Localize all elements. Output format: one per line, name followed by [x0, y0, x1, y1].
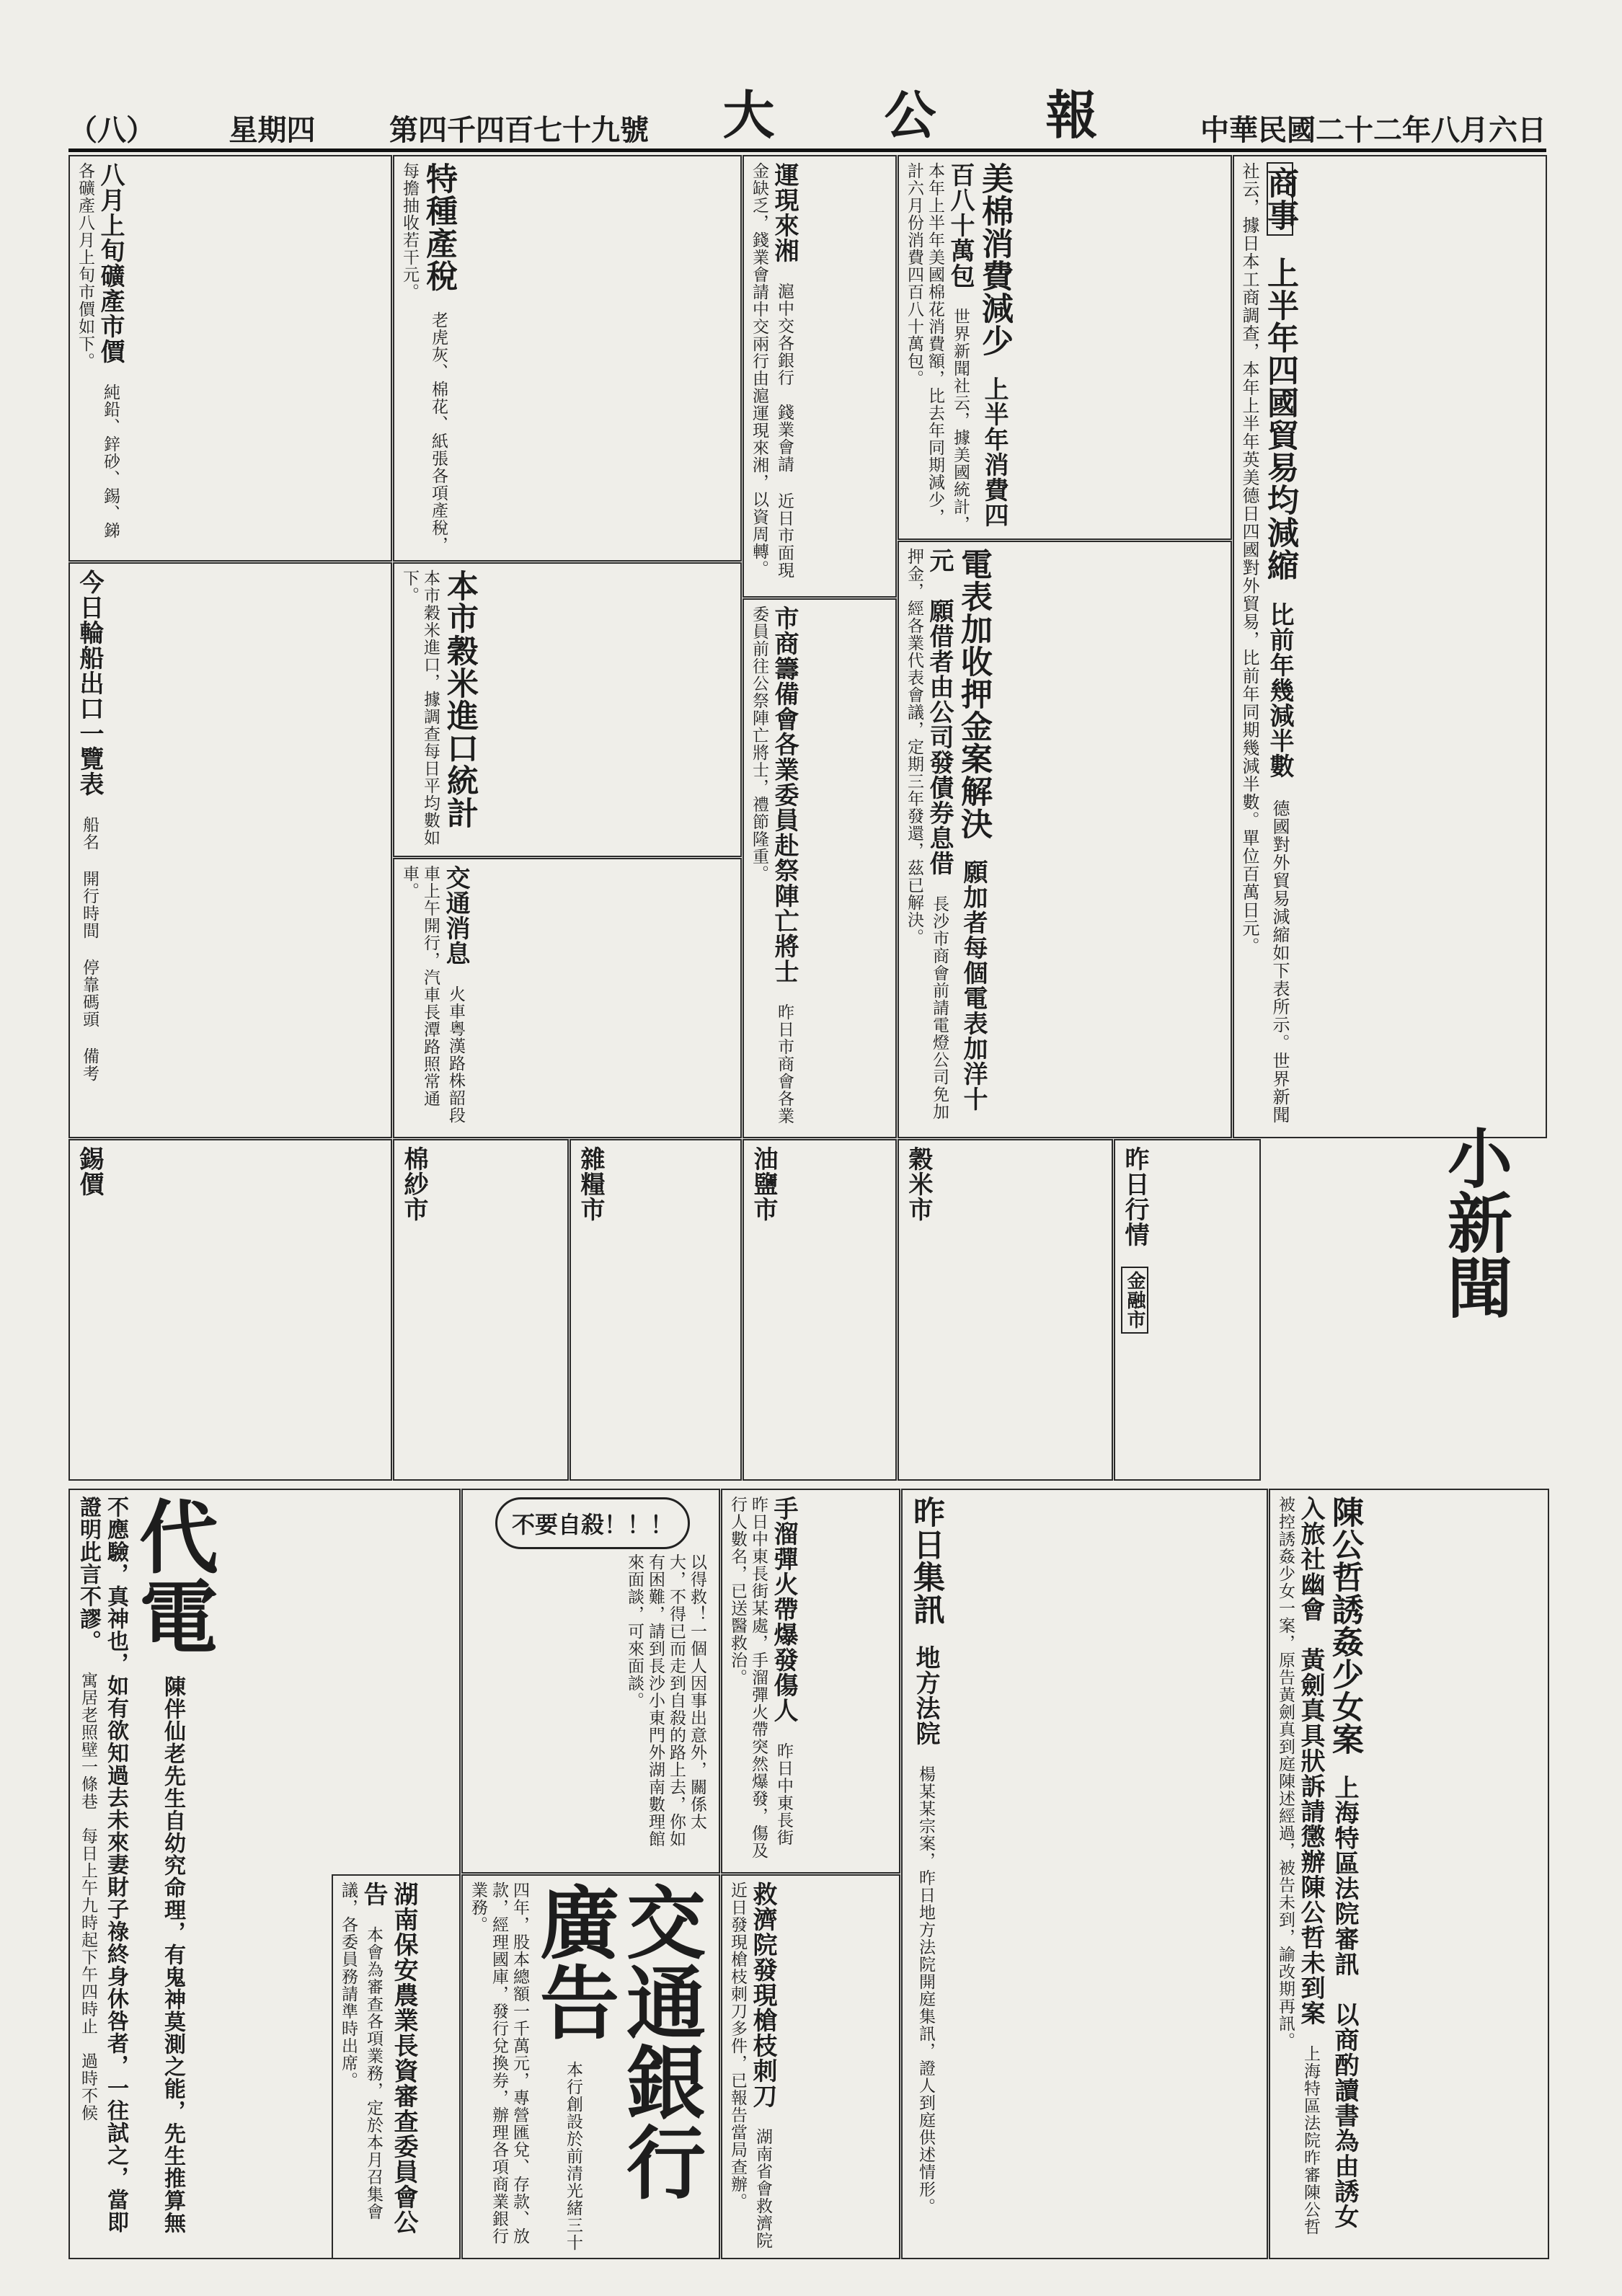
market-oil-block	[743, 1139, 897, 1481]
clinic-title: 代電	[126, 1496, 219, 1656]
market-gold: 金融市	[1121, 1267, 1148, 1334]
section-court	[1269, 1489, 1549, 2259]
ad-suicide	[461, 1489, 720, 1874]
special-tax-body: 老虎灰、棉花、紙張各項產稅，每擔抽收若干元。	[400, 162, 448, 554]
market-metal: 錫價	[75, 1146, 104, 1197]
masthead-paper-name: 大 公 報	[722, 84, 1127, 146]
cotton-title: 美棉消費減少	[976, 162, 1013, 357]
rice-title: 本市穀米進口統計	[441, 569, 478, 829]
masthead	[68, 84, 1546, 152]
masthead-issue: 第四千四百七十九號	[389, 113, 649, 147]
section-money	[743, 155, 897, 598]
court-body: 上海特區法院昨審陳公哲被控誘姦少女一案，原告黃劍真到庭陳述經過，被告未到，諭改期再訊。	[1276, 1496, 1320, 2235]
ad-insurance	[332, 1874, 461, 2259]
tax-case-subtitle: 願加者每個電表加洋十元 願借者由公司發債券息借	[925, 548, 988, 1112]
section-funeral	[743, 598, 897, 1138]
markets-label: 昨日行情	[1120, 1146, 1149, 1247]
suicide-bubble: 不要自殺！！！	[495, 1497, 690, 1549]
tax-case-body: 長沙市商會前請電燈公司免加押金，經各業代表會議，定期三年發還，茲已解決。	[905, 548, 949, 1120]
relief-body: 湖南省會救濟院近日發現槍枝刺刀多件，已報告當局查辦。	[728, 1881, 772, 2249]
money-title: 運現來湘	[770, 162, 799, 263]
funeral-body: 昨日市商會各業委員前往公祭陣亡將士，禮節隆重。	[750, 606, 794, 1125]
mineral-title: 八月上旬礦產市價	[96, 162, 125, 364]
local-court-subtitle: 地方法院	[911, 1645, 940, 1746]
section-rice	[393, 562, 742, 857]
fire-body: 昨日中東長街某處，手溜彈火帶突然爆發，傷及行人數名，已送醫救治。	[728, 1496, 768, 1859]
clinic-body: 陳伴仙老先生自幼究命理，有鬼神莫測之能，先生推算無不應驗，真神也，如有欲知過去未來妻財子祿終身休咎者，一往試之，當即證明此言不謬。	[76, 1496, 185, 2234]
market-rice-block	[898, 1139, 1113, 1481]
small-news-label: 小新聞	[1436, 1125, 1512, 1319]
trade-title: 上半年四國貿易均減縮	[1262, 257, 1298, 581]
clinic-note: 寓居老照壁一條巷 每日上午九時起下午四時止 過時不候	[79, 1672, 97, 2122]
masthead-page-number: （八）	[68, 113, 155, 147]
section-relief	[721, 1874, 900, 2259]
money-body: 近日市面現金缺乏，錢業會請中交兩行由滬運現來湘，以資周轉。	[750, 162, 794, 579]
bank-title: 交通銀行廣告	[527, 1881, 706, 2202]
section-special-tax	[393, 155, 742, 562]
fire-subtitle: 昨日中東長街	[774, 1742, 793, 1846]
masthead-date: 中華民國二十二年八月六日	[1200, 113, 1546, 147]
cotton-subtitle: 上半年消費四百八十萬包	[946, 162, 1009, 528]
court-subtitle: 上海特區法院審訊 以商酌讀書為由誘女入旅社幽會 黃劍真具狀訴請懲辦陳公哲未到案	[1296, 1496, 1359, 2229]
section-traffic	[393, 858, 742, 1138]
mineral-body: 純鉛、鋅砂、錫、銻各礦產八月上旬市價如下。	[76, 162, 120, 539]
schedule-title: 今日輪船出口一覽表	[75, 569, 104, 797]
traffic-body: 火車粵漢路株韶段車上午開行，汽車長潭路照常通車。	[400, 865, 465, 1124]
trade-body: 德國對外貿易減縮如下表所示。世界新聞社云，據日本工商調查，本年上半年英美德日四國對外貿易，比前年同期幾減半數。單位百萬日元。	[1239, 162, 1290, 1124]
fire-title: 手溜彈火帶爆發傷人	[769, 1496, 798, 1723]
special-tax-title: 特種產稅	[420, 162, 457, 292]
market-misc-block	[570, 1139, 742, 1481]
suicide-body: 以得救！一個人因事出意外，關係太大，不得已而走到自殺的路上去，你如有困難，請到長沙小東門外湖南數理館來面談，可來面談。	[625, 1553, 706, 1848]
section-tax-case	[898, 541, 1232, 1138]
local-court-title: 昨日集訊	[908, 1496, 944, 1626]
market-oil: 油鹽市	[749, 1146, 778, 1222]
section-trade	[1233, 155, 1547, 1138]
market-cotton-block	[393, 1139, 569, 1481]
section-cotton	[898, 155, 1232, 540]
cotton-body: 世界新聞社云，據美國統計，本年上半年美國棉花消費額，比去年同期減少，計六月份消費四百八十萬包。	[905, 162, 970, 533]
court-title: 陳公哲誘姦少女案	[1326, 1496, 1363, 1755]
section-mineral	[68, 155, 392, 562]
funeral-title: 市商籌備會各業委員赴祭陣亡將士	[770, 606, 799, 984]
relief-title: 救濟院發現槍枝刺刀	[748, 1881, 777, 2109]
tax-case-title: 電表加收押金案解決	[955, 548, 992, 840]
schedule-col-dock: 停靠碼頭	[80, 959, 99, 1028]
schedule-col-note: 備考	[80, 1047, 99, 1082]
market-metal-block	[68, 1139, 392, 1481]
market-misc: 雜糧市	[576, 1146, 605, 1222]
local-court-body: 楊某某宗案，昨日地方法院開庭集訊，證人到庭供述情形。	[916, 1765, 935, 2215]
money-subtitle: 滬中交各銀行 錢業會請	[775, 283, 794, 473]
market-cotton: 棉紗市	[399, 1146, 428, 1222]
section-fire	[721, 1489, 900, 1874]
markets-header	[1114, 1139, 1261, 1481]
bank-body: 本行創設於前清光緒三十四年，股本總額一千萬元，專營匯兌、存款、放款，經理國庫，發行兌換券，辦理各項商業銀行業務。	[469, 1881, 582, 2251]
trade-subtitle: 比前年幾減半數	[1265, 602, 1294, 779]
section-commerce-label: 商事	[1267, 162, 1293, 236]
ad-bank	[461, 1874, 720, 2259]
schedule-col-ship: 船名	[80, 816, 99, 851]
traffic-title: 交通消息	[441, 865, 470, 966]
section-ship-schedule	[68, 562, 392, 1138]
insurance-title: 湖南保安農業長資審查委員會公告	[359, 1881, 418, 2235]
insurance-body: 本會為審查各項業務，定於本月召集會議，各委員務請準時出席。	[339, 1881, 383, 2220]
section-local-court	[901, 1489, 1268, 2259]
schedule-col-time: 開行時間	[80, 870, 99, 939]
masthead-weekday: 星期四	[229, 113, 316, 147]
rice-body: 本市穀米進口，據調查每日平均數如下。	[400, 569, 440, 846]
market-rice: 穀米市	[904, 1146, 933, 1222]
small-news-banner	[1431, 1125, 1546, 1499]
